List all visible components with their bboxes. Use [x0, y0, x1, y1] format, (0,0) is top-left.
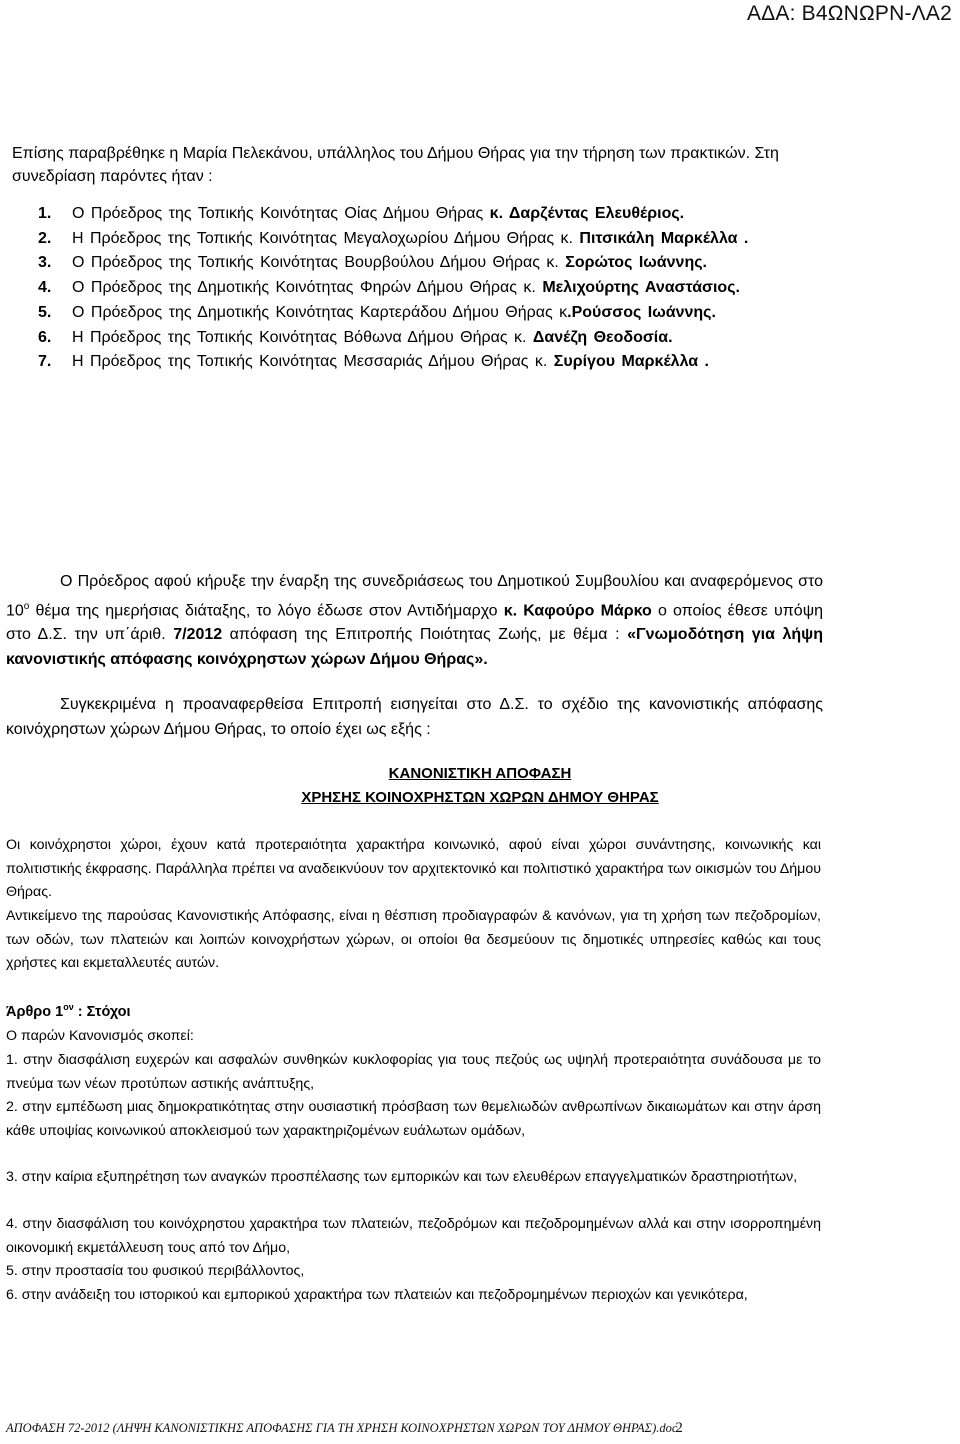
attendee-role: Ο Πρόεδρος της Τοπικής Κοινότητας Οίας Δήμου Θήρας	[72, 205, 490, 222]
attendee-item	[38, 326, 828, 351]
attendee-name: Συρίγου Μαρκέλλα .	[553, 353, 709, 371]
footer	[6, 1420, 683, 1437]
article-intro: Ο παρών Κανονισμός σκοπεί:	[6, 1028, 194, 1044]
decision-subtitle: ΧΡΗΣΗΣ ΚΟΙΝΟΧΡΗΣΤΩΝ ΧΩΡΩΝ ΔΗΜΟΥ ΘΗΡΑΣ	[301, 789, 659, 806]
body-paragraph-2: Αντικείμενο της παρούσας Κανονιστικής Απόφασης, είναι η θέσπιση προδιαγραφών & κανόνων, για τη χρήση των πεζοδρομίων, των οδών, των πλατειών και λοιπών κοινοχρήστων χώρων, οι οποίοι θα δεσμεύουν τις δημοτικές υπηρεσίες καθώς και τους χρήστες και εκμεταλλευτές αυτών.	[6, 908, 821, 971]
attendee-name: Σορώτος Ιωάννης.	[565, 254, 707, 272]
article-item: 5. στην προστασία του φυσικού περιβάλλοντος,	[6, 1263, 305, 1279]
attendee-role: Ο Πρόεδρος της Δημοτικής Κοινότητας Φηρών Δήμου Θήρας κ.	[72, 279, 543, 297]
decision-number: 7/2012	[173, 626, 223, 644]
attendee-name: .Ρούσσος Ιωάννης.	[567, 303, 716, 321]
attendees-list	[38, 202, 828, 375]
attendee-number: 4.	[38, 279, 52, 297]
attendee-role: Ο Πρόεδρος της Δημοτικής Κοινότητας Καρτεράδου Δήμου Θήρας κ	[72, 303, 568, 321]
attendee-role: Η Πρόεδρος της Τοπικής Κοινότητας Βόθωνα Δήμου Θήρας κ.	[72, 328, 533, 346]
ada-code: ΑΔΑ: Β4ΩΝΩΡΝ-ΛΑ2	[746, 2, 952, 25]
attendee-item	[38, 227, 828, 252]
attendee-number: 7.	[38, 353, 52, 371]
subject-text: «Γνωμοδότηση για λήψη κανονιστικής απόφασης κοινόχρηστων χώρων Δήμου Θήρας».	[6, 626, 823, 668]
attendee-number: 5.	[38, 303, 52, 321]
attendee-number: 6.	[38, 328, 52, 346]
page-number: 2	[675, 1420, 683, 1436]
article-item: 1. στην διασφάλιση ευχερών και ασφαλών συνθηκών κυκλοφορίας για τους πεζούς ως υψηλή προτεραιότητα συνάδουσα με το πνεύμα των νέων προτύπων αστικής ανάπτυξης,	[6, 1052, 821, 1092]
attendee-role: Ο Πρόεδρος της Τοπικής Κοινότητας Βουρβούλου Δήμου Θήρας κ.	[72, 254, 566, 272]
article-item: 2. στην εμπέδωση μιας δημοκρατικότητας στην ουσιαστική πρόσβαση των θεμελιωδών ανθρωπίνων δικαιωμάτων και στην άρση κάθε υποψίας κοινωνικού αποκλεισμού των χαρακτηριζομένων ευάλωτων ομάδων,	[6, 1099, 821, 1139]
article-item: 4. στην διασφάλιση του κοινόχρηστου χαρακτήρα των πλατειών, πεζοδρόμων και πεζοδρομημένων αλλά και στην ισορροπημένη οικονομική εκμετάλλευση τους από τον Δήμο,	[6, 1216, 821, 1256]
attendee-number: 2.	[38, 229, 52, 247]
attendee-item	[38, 202, 828, 227]
deputy-mayor-name: κ. Καφούρο Μάρκο	[503, 601, 652, 619]
attendee-number: 3.	[38, 254, 52, 272]
speaker-paragraph: Ο Πρόεδρος αφού κήρυξε την έναρξη της συνεδριάσεως του Δημοτικού Συμβουλίου και αναφερόμενος στο $10^o$ θέμα της ημερήσιας διάταξης, το λόγο έδωσε στον Αντιδήμαρχο κ. Καφούρο Μάρκο ο οποίος έθεσε υπόψη στο Δ.Σ. την υπ΄άριθ. 7/2012 απόφαση της Επιτροπής Ποιότητας Ζωής, με θέμα : «Γνωμοδότηση για λήψη κανονιστικής απόφασης κοινόχρηστων χώρων Δήμου Θήρας».	[6, 573, 823, 668]
article-item: 3. στην καίρια εξυπηρέτηση των αναγκών προσπέλασης των εμπορικών και των ελευθέρων επαγγελματικών δραστηριοτήτων,	[6, 1169, 798, 1185]
attendee-name: Δανέζη Θεοδοσία.	[532, 328, 673, 346]
attendee-item	[38, 251, 828, 276]
article-title: Άρθρο $1^{o\nu}$ : Στόχοι	[6, 1002, 131, 1020]
intro-paragraph: Επίσης παραβρέθηκε η Μαρία Πελεκάνου, υπάλληλος του Δήμου Θήρας για την τήρηση των πρακτικών. Στη συνεδρίαση παρόντες ήταν :	[12, 145, 779, 185]
attendee-item	[38, 350, 828, 375]
article-item: 6. στην ανάδειξη του ιστορικού και εμπορικού χαρακτήρα των πλατειών και πεζοδρομημένων περιοχών και γενικότερα,	[6, 1287, 748, 1303]
attendee-name: Πιτσικάλη Μαρκέλλα .	[579, 229, 749, 247]
body-paragraph-1: Οι κοινόχρηστοι χώροι, έχουν κατά προτεραιότητα χαρακτήρα κοινωνικό, αφού είναι χώροι συνάντησης, κοινωνικής και πολιτιστικής έκφρασης. Παράλληλα πρέπει να αναδεικνύουν τον αρχιτεκτονικό και πολιτιστικό χαρακτήρα των οικισμών του Δήμου Θήρας.	[6, 837, 821, 900]
attendee-role: Η Πρόεδρος της Τοπικής Κοινότητας Μεγαλοχωρίου Δήμου Θήρας κ.	[72, 229, 580, 247]
attendee-number: 1.	[38, 205, 52, 222]
attendee-name: κ. Δαρζέντας Ελευθέριος.	[489, 205, 685, 222]
footer-filename: ΑΠΟΦΑΣΗ 72-2012 (ΛΗΨΗ ΚΑΝΟΝΙΣΤΙΚΗΣ ΑΠΟΦΑΣΗΣ ΓΙΑ ΤΗ ΧΡΗΣΗ ΚΟΙΝΟΧΡΗΣΤΩΝ ΧΩΡΩΝ ΤΟΥ ΔΗΜΟΥ ΘΗΡΑΣ).doc	[6, 1421, 678, 1435]
decision-title: ΚΑΝΟΝΙΣΤΙΚΗ ΑΠΟΦΑΣΗ	[388, 765, 572, 782]
attendee-name: Μελιχούρτης Αναστάσιος.	[542, 279, 740, 297]
attendee-item	[38, 301, 828, 326]
attendee-role: Η Πρόεδρος της Τοπικής Κοινότητας Μεσσαριάς Δήμου Θήρας κ.	[72, 353, 554, 371]
proposal-paragraph: Συγκεκριμένα η προαναφερθείσα Επιτροπή εισηγείται στο Δ.Σ. το σχέδιο της κανονιστικής απόφασης κοινόχρηστων χώρων Δήμου Θήρας, το οποίο έχει ως εξής :	[6, 696, 823, 738]
attendee-item	[38, 276, 828, 301]
